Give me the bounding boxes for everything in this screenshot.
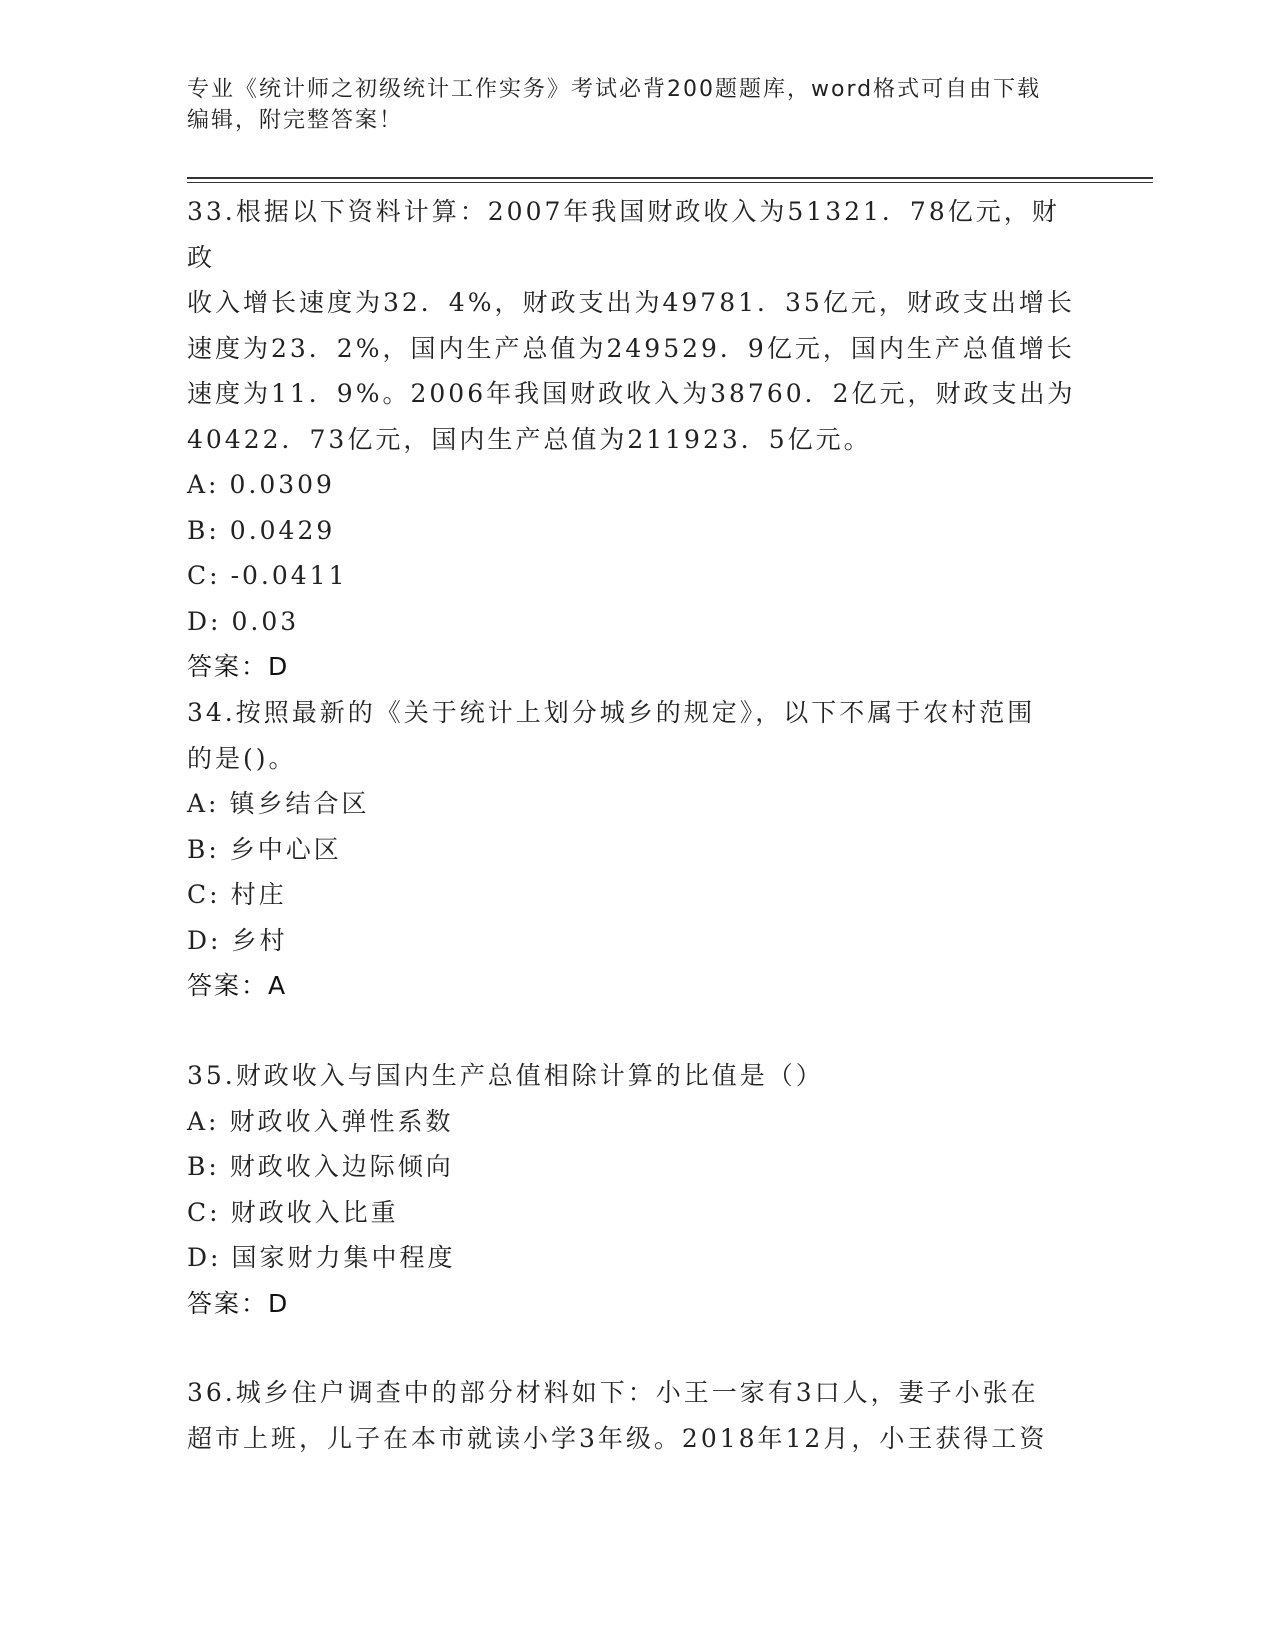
option-letter: C:	[187, 880, 221, 909]
option-letter: C:	[187, 561, 221, 590]
question-line: 35.财政收入与国内生产总值相除计算的比值是（）	[187, 1061, 824, 1090]
question-line: 速度为11．9%。2006年我国财政收入为38760．2亿元，财政支出为	[187, 379, 1076, 408]
option-text: -0.0411	[230, 561, 348, 590]
option-d	[187, 918, 1087, 964]
option-c	[187, 872, 1087, 918]
question-line: 34.按照最新的《关于统计上划分城乡的规定》，以下不属于农村范围	[187, 698, 1036, 727]
header-divider-thin	[187, 182, 1153, 183]
question-stem	[187, 189, 1087, 462]
option-letter: D:	[187, 606, 222, 636]
option-text: 0.03	[231, 606, 300, 636]
question-33	[187, 189, 1087, 690]
question-34	[187, 690, 1087, 1009]
option-letter: B:	[187, 1152, 220, 1181]
question-36	[187, 1370, 1087, 1461]
option-d	[187, 599, 1087, 645]
option-letter: C:	[187, 1197, 221, 1227]
option-text: 0.0429	[229, 515, 336, 545]
header-divider-thick	[187, 177, 1153, 179]
document-header	[187, 74, 1067, 136]
option-text: 村庄	[230, 880, 287, 909]
question-line: 速度为23．2%，国内生产总值为249529．9亿元，国内生产总值增长	[187, 333, 1075, 363]
option-b	[187, 1144, 1087, 1190]
header-line-2: 编辑，附完整答案！	[187, 108, 404, 133]
option-d	[187, 1235, 1087, 1281]
question-line: 收入增长速度为32．4%，财政支出为49781．35亿元，财政支出增长	[187, 288, 1075, 317]
question-line: 的是()。	[187, 743, 297, 773]
question-35	[187, 1053, 1087, 1326]
option-c	[187, 1190, 1087, 1236]
question-line: 33.根据以下资料计算：2007年我国财政收入为51321．78亿元，财政	[187, 197, 1060, 272]
option-text: 乡中心区	[229, 834, 342, 864]
option-letter: D:	[187, 925, 222, 955]
option-text: 国家财力集中程度	[231, 1243, 456, 1272]
option-a	[187, 462, 1087, 508]
option-letter: B:	[187, 515, 220, 545]
option-letter: A:	[187, 789, 220, 818]
answer-key: 答案：D	[187, 1288, 290, 1318]
option-a	[187, 1099, 1087, 1145]
question-line: 超市上班，儿子在本市就读小学3年级。2018年12月，小王获得工资	[187, 1423, 1048, 1453]
option-text: 镇乡结合区	[229, 789, 370, 818]
option-b	[187, 508, 1087, 554]
option-letter: A:	[187, 1106, 220, 1136]
question-stem	[187, 690, 1087, 781]
option-text: 0.0309	[229, 470, 335, 499]
question-stem	[187, 1370, 1087, 1461]
question-line: 40422．73亿元，国内生产总值为211923．5亿元。	[187, 424, 872, 454]
question-stem	[187, 1053, 1087, 1099]
option-b	[187, 827, 1087, 873]
option-letter: A:	[187, 470, 220, 499]
option-letter: D:	[187, 1243, 222, 1272]
option-text: 财政收入比重	[230, 1197, 399, 1227]
option-a	[187, 781, 1087, 827]
header-line-1: 专业《统计师之初级统计工作实务》考试必背200题题库，word格式可自由下载	[187, 77, 1042, 102]
answer-key: 答案：D	[187, 652, 290, 681]
option-text: 乡村	[231, 925, 288, 955]
option-text: 财政收入弹性系数	[229, 1106, 454, 1136]
option-c	[187, 553, 1087, 599]
option-letter: B:	[187, 834, 220, 864]
question-line: 36.城乡住户调查中的部分材料如下：小王一家有3口人，妻子小张在	[187, 1378, 1039, 1407]
option-text: 财政收入边际倾向	[229, 1152, 454, 1181]
answer-key: 答案：A	[187, 971, 288, 1000]
